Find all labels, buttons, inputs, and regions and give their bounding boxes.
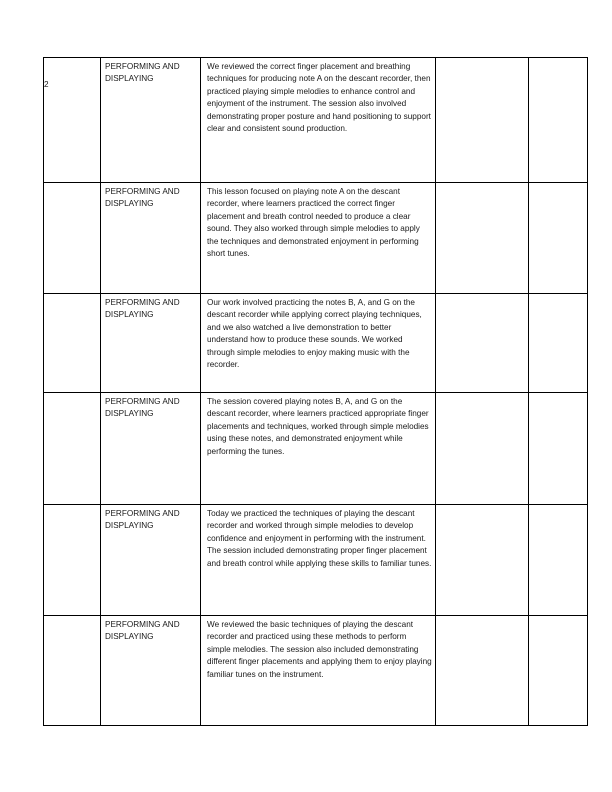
week-number bbox=[44, 505, 100, 526]
lesson-record-table bbox=[43, 57, 588, 726]
lesson-description: We reviewed the correct finger placement and breathing techniques for producing note A on the descant recorder, then practiced playing simple melodies to enhance control and enjoyment of the instrument. The session also involved demonstrating proper posture and hand positioning to support clear and consistent sound production. bbox=[207, 62, 431, 134]
empty-cell bbox=[436, 616, 529, 726]
empty-cell bbox=[436, 505, 529, 616]
lesson-description: This lesson focused on playing note A on the descant recorder, where learners practiced the correct finger placement and breath control needed to produce a clear sound. They also worked through simple melodies to apply the techniques and demonstrated enjoyment in performing short tunes. bbox=[207, 187, 420, 259]
strand-label: PERFORMING AND DISPLAYING bbox=[105, 62, 180, 84]
lesson-description: We reviewed the basic techniques of playing the descant recorder and practiced using these methods to perform simple melodies. The session also included demonstrating different finger placements and applying them to enjoy playing familiar tunes on the instrument. bbox=[207, 620, 432, 679]
lesson-description: Our work involved practicing the notes B, A, and G on the descant recorder while applying correct playing techniques, and we also watched a live demonstration to better understand how to produce these sounds. We worked through simple melodies to enjoy making music with the recorder. bbox=[207, 298, 422, 370]
week-cell bbox=[44, 393, 101, 505]
week-number bbox=[44, 393, 100, 414]
empty-cell bbox=[529, 183, 588, 294]
week-number: 2 bbox=[44, 80, 49, 89]
description-cell bbox=[201, 58, 436, 183]
empty-cell bbox=[436, 294, 529, 393]
table-row bbox=[44, 294, 588, 393]
table-row bbox=[44, 505, 588, 616]
week-number bbox=[44, 183, 100, 204]
table-row bbox=[44, 616, 588, 726]
strand-label: PERFORMING AND DISPLAYING bbox=[105, 509, 180, 531]
strand-label: PERFORMING AND DISPLAYING bbox=[105, 620, 180, 642]
strand-label: PERFORMING AND DISPLAYING bbox=[105, 187, 180, 209]
lesson-description: The session covered playing notes B, A, and G on the descant recorder, where learners practiced appropriate finger placements and techniques, worked through simple melodies using these notes, and demonstrated enjoyment while performing the tunes. bbox=[207, 397, 429, 456]
strand-cell bbox=[101, 505, 201, 616]
strand-label: PERFORMING AND DISPLAYING bbox=[105, 298, 180, 320]
week-cell bbox=[44, 294, 101, 393]
empty-cell bbox=[529, 393, 588, 505]
week-cell bbox=[44, 616, 101, 726]
description-cell bbox=[201, 294, 436, 393]
week-cell bbox=[44, 505, 101, 616]
week-cell bbox=[44, 58, 101, 183]
description-cell bbox=[201, 183, 436, 294]
empty-cell bbox=[529, 505, 588, 616]
lesson-description: Today we practiced the techniques of playing the descant recorder and worked through simple melodies to develop confidence and enjoyment in performing with the instrument. The session included demonstrating proper finger placement and breath control while applying these skills to familiar tunes. bbox=[207, 509, 432, 568]
strand-cell bbox=[101, 616, 201, 726]
empty-cell bbox=[529, 294, 588, 393]
strand-cell bbox=[101, 393, 201, 505]
empty-cell bbox=[436, 183, 529, 294]
strand-label: PERFORMING AND DISPLAYING bbox=[105, 397, 180, 419]
empty-cell bbox=[529, 616, 588, 726]
week-cell bbox=[44, 183, 101, 294]
week-number bbox=[44, 294, 100, 315]
description-cell bbox=[201, 393, 436, 505]
strand-cell bbox=[101, 58, 201, 183]
description-cell bbox=[201, 505, 436, 616]
table-row bbox=[44, 393, 588, 505]
strand-cell bbox=[101, 183, 201, 294]
week-number bbox=[44, 616, 100, 637]
empty-cell bbox=[436, 393, 529, 505]
description-cell bbox=[201, 616, 436, 726]
empty-cell bbox=[529, 58, 588, 183]
table-row bbox=[44, 58, 588, 183]
table-row bbox=[44, 183, 588, 294]
empty-cell bbox=[436, 58, 529, 183]
strand-cell bbox=[101, 294, 201, 393]
